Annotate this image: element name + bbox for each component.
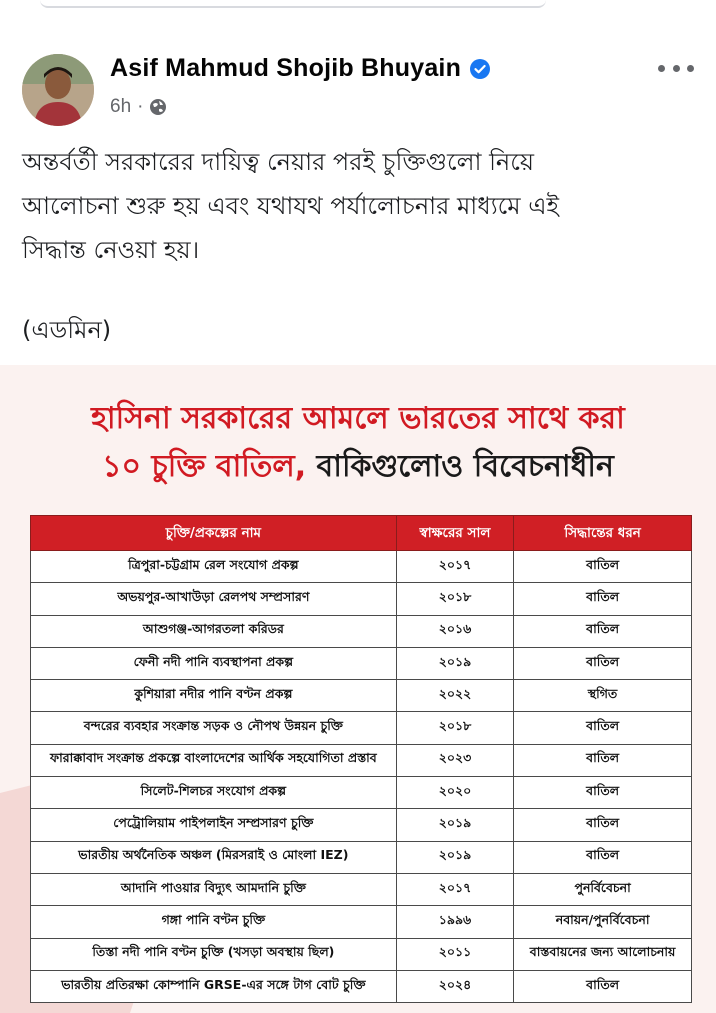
table-row [31,647,692,679]
graphic-headline [0,395,716,491]
table-row [31,873,692,905]
column-header-name: চুক্তি/প্রকল্পের নাম [31,516,397,551]
table-row [31,551,692,583]
column-header-decision: সিদ্ধান্তের ধরন [514,516,692,551]
post-body-line: অন্তর্বর্তী সরকারের দায়িত্ব নেয়ার পরই চুক্তিগুলো নিয়ে [22,148,535,176]
cell-agreement-name: গঙ্গা পানি বণ্টন চুক্তি [31,906,397,938]
table-row [31,777,692,809]
cell-decision: বাতিল [514,841,692,873]
cell-signing-year: ২০১৯ [396,647,513,679]
cell-signing-year: ২০১৮ [396,583,513,615]
cell-signing-year: ২০১৮ [396,712,513,744]
table-row [31,680,692,712]
cell-agreement-name: আদানি পাওয়ার বিদ্যুৎ আমদানি চুক্তি [31,873,397,905]
cell-signing-year: ২০১৭ [396,551,513,583]
verified-badge-icon [469,58,491,80]
avatar-image [22,54,94,126]
cell-decision: বাতিল [514,551,692,583]
table-header-row [31,516,692,551]
more-dot-icon [658,65,665,72]
cell-agreement-name: অভয়পুর-আখাউড়া রেলপথ সম্প্রসারণ [31,583,397,615]
cell-decision: স্থগিত [514,680,692,712]
author-name[interactable]: Asif Mahmud Shojib Bhuyain [110,54,462,82]
table-row [31,583,692,615]
table-row [31,938,692,970]
cell-agreement-name: পেট্রোলিয়াম পাইপলাইন সম্প্রসারণ চুক্তি [31,809,397,841]
cell-decision: বাতিল [514,583,692,615]
table-row [31,809,692,841]
cell-decision: বাতিল [514,970,692,1002]
cell-agreement-name: ভারতীয় অর্থনৈতিক অঞ্চল (মিরসরাই ও মোংলা IEZ) [31,841,397,873]
headline-highlight: ১০ চুক্তি বাতিল, [102,449,307,484]
cell-signing-year: ১৯৯৬ [396,906,513,938]
cell-agreement-name: ত্রিপুরা-চট্টগ্রাম রেল সংযোগ প্রকল্প [31,551,397,583]
cell-decision: বাতিল [514,744,692,776]
avatar[interactable] [22,54,94,126]
cell-signing-year: ২০১৭ [396,873,513,905]
table-row [31,615,692,647]
author-line [110,54,491,83]
cell-decision: বাতিল [514,647,692,679]
more-dot-icon [687,65,694,72]
cell-decision: বাতিল [514,615,692,647]
table-row [31,970,692,1002]
cell-decision: বাস্তবায়নের জন্য আলোচনায় [514,938,692,970]
cell-signing-year: ২০২২ [396,680,513,712]
cell-signing-year: ২০২৩ [396,744,513,776]
cell-decision: নবায়ন/পুনর্বিবেচনা [514,906,692,938]
cell-agreement-name: ফারাক্কাবাদ সংক্রান্ত প্রকল্পে বাংলাদেশের আর্থিক সহযোগিতা প্রস্তাব [31,744,397,776]
cell-agreement-name: আশুগঞ্জ-আগরতলা করিডর [31,615,397,647]
previous-post-edge [40,0,546,8]
cell-agreement-name: ভারতীয় প্রতিরক্ষা কোম্পানি GRSE-এর সঙ্গে টাগ বোট চুক্তি [31,970,397,1002]
cell-agreement-name: কুশিয়ারা নদীর পানি বণ্টন প্রকল্প [31,680,397,712]
cell-signing-year: ২০২০ [396,777,513,809]
cell-signing-year: ২০১৯ [396,809,513,841]
meta-separator: · [137,96,144,117]
post-header [22,48,694,128]
cell-signing-year: ২০১৯ [396,841,513,873]
cell-signing-year: ২০১৬ [396,615,513,647]
cell-signing-year: ২০১১ [396,938,513,970]
headline-line-2 [0,443,716,491]
column-header-year: স্বাক্ষরের সাল [396,516,513,551]
cell-agreement-name: তিস্তা নদী পানি বণ্টন চুক্তি (খসড়া অবস্থায় ছিল) [31,938,397,970]
table-row [31,906,692,938]
more-dot-icon [673,65,680,72]
headline-line-1: হাসিনা সরকারের আমলে ভারতের সাথে করা [91,401,625,436]
cell-agreement-name: বন্দরের ব্যবহার সংক্রান্ত সড়ক ও নৌপথ উন্নয়ন চুক্তি [31,712,397,744]
cell-signing-year: ২০২৪ [396,970,513,1002]
cell-decision: পুনর্বিবেচনা [514,873,692,905]
cell-decision: বাতিল [514,777,692,809]
post-image[interactable] [0,365,716,1013]
post-body-line: আলোচনা শুরু হয় এবং যথাযথ পর্যালোচনার মাধ্যমে এই [22,192,559,220]
post-signature: (এডমিন) [22,316,112,344]
agreements-table [30,515,692,1003]
cell-decision: বাতিল [514,809,692,841]
table-row [31,841,692,873]
cell-decision: বাতিল [514,712,692,744]
table-row [31,712,692,744]
more-options-button[interactable] [658,56,694,80]
post-body [22,140,698,272]
post-meta [110,96,167,118]
post-body-line: সিদ্ধান্ত নেওয়া হয়। [22,236,200,264]
post-time[interactable]: 6h [110,96,132,117]
table-row [31,744,692,776]
cell-agreement-name: ফেনী নদী পানি ব্যবস্থাপনা প্রকল্প [31,647,397,679]
cell-agreement-name: সিলেট-শিলচর সংযোগ প্রকল্প [31,777,397,809]
headline-rest: বাকিগুলোও বিবেচনাধীন [306,449,614,484]
globe-icon[interactable] [149,98,167,116]
